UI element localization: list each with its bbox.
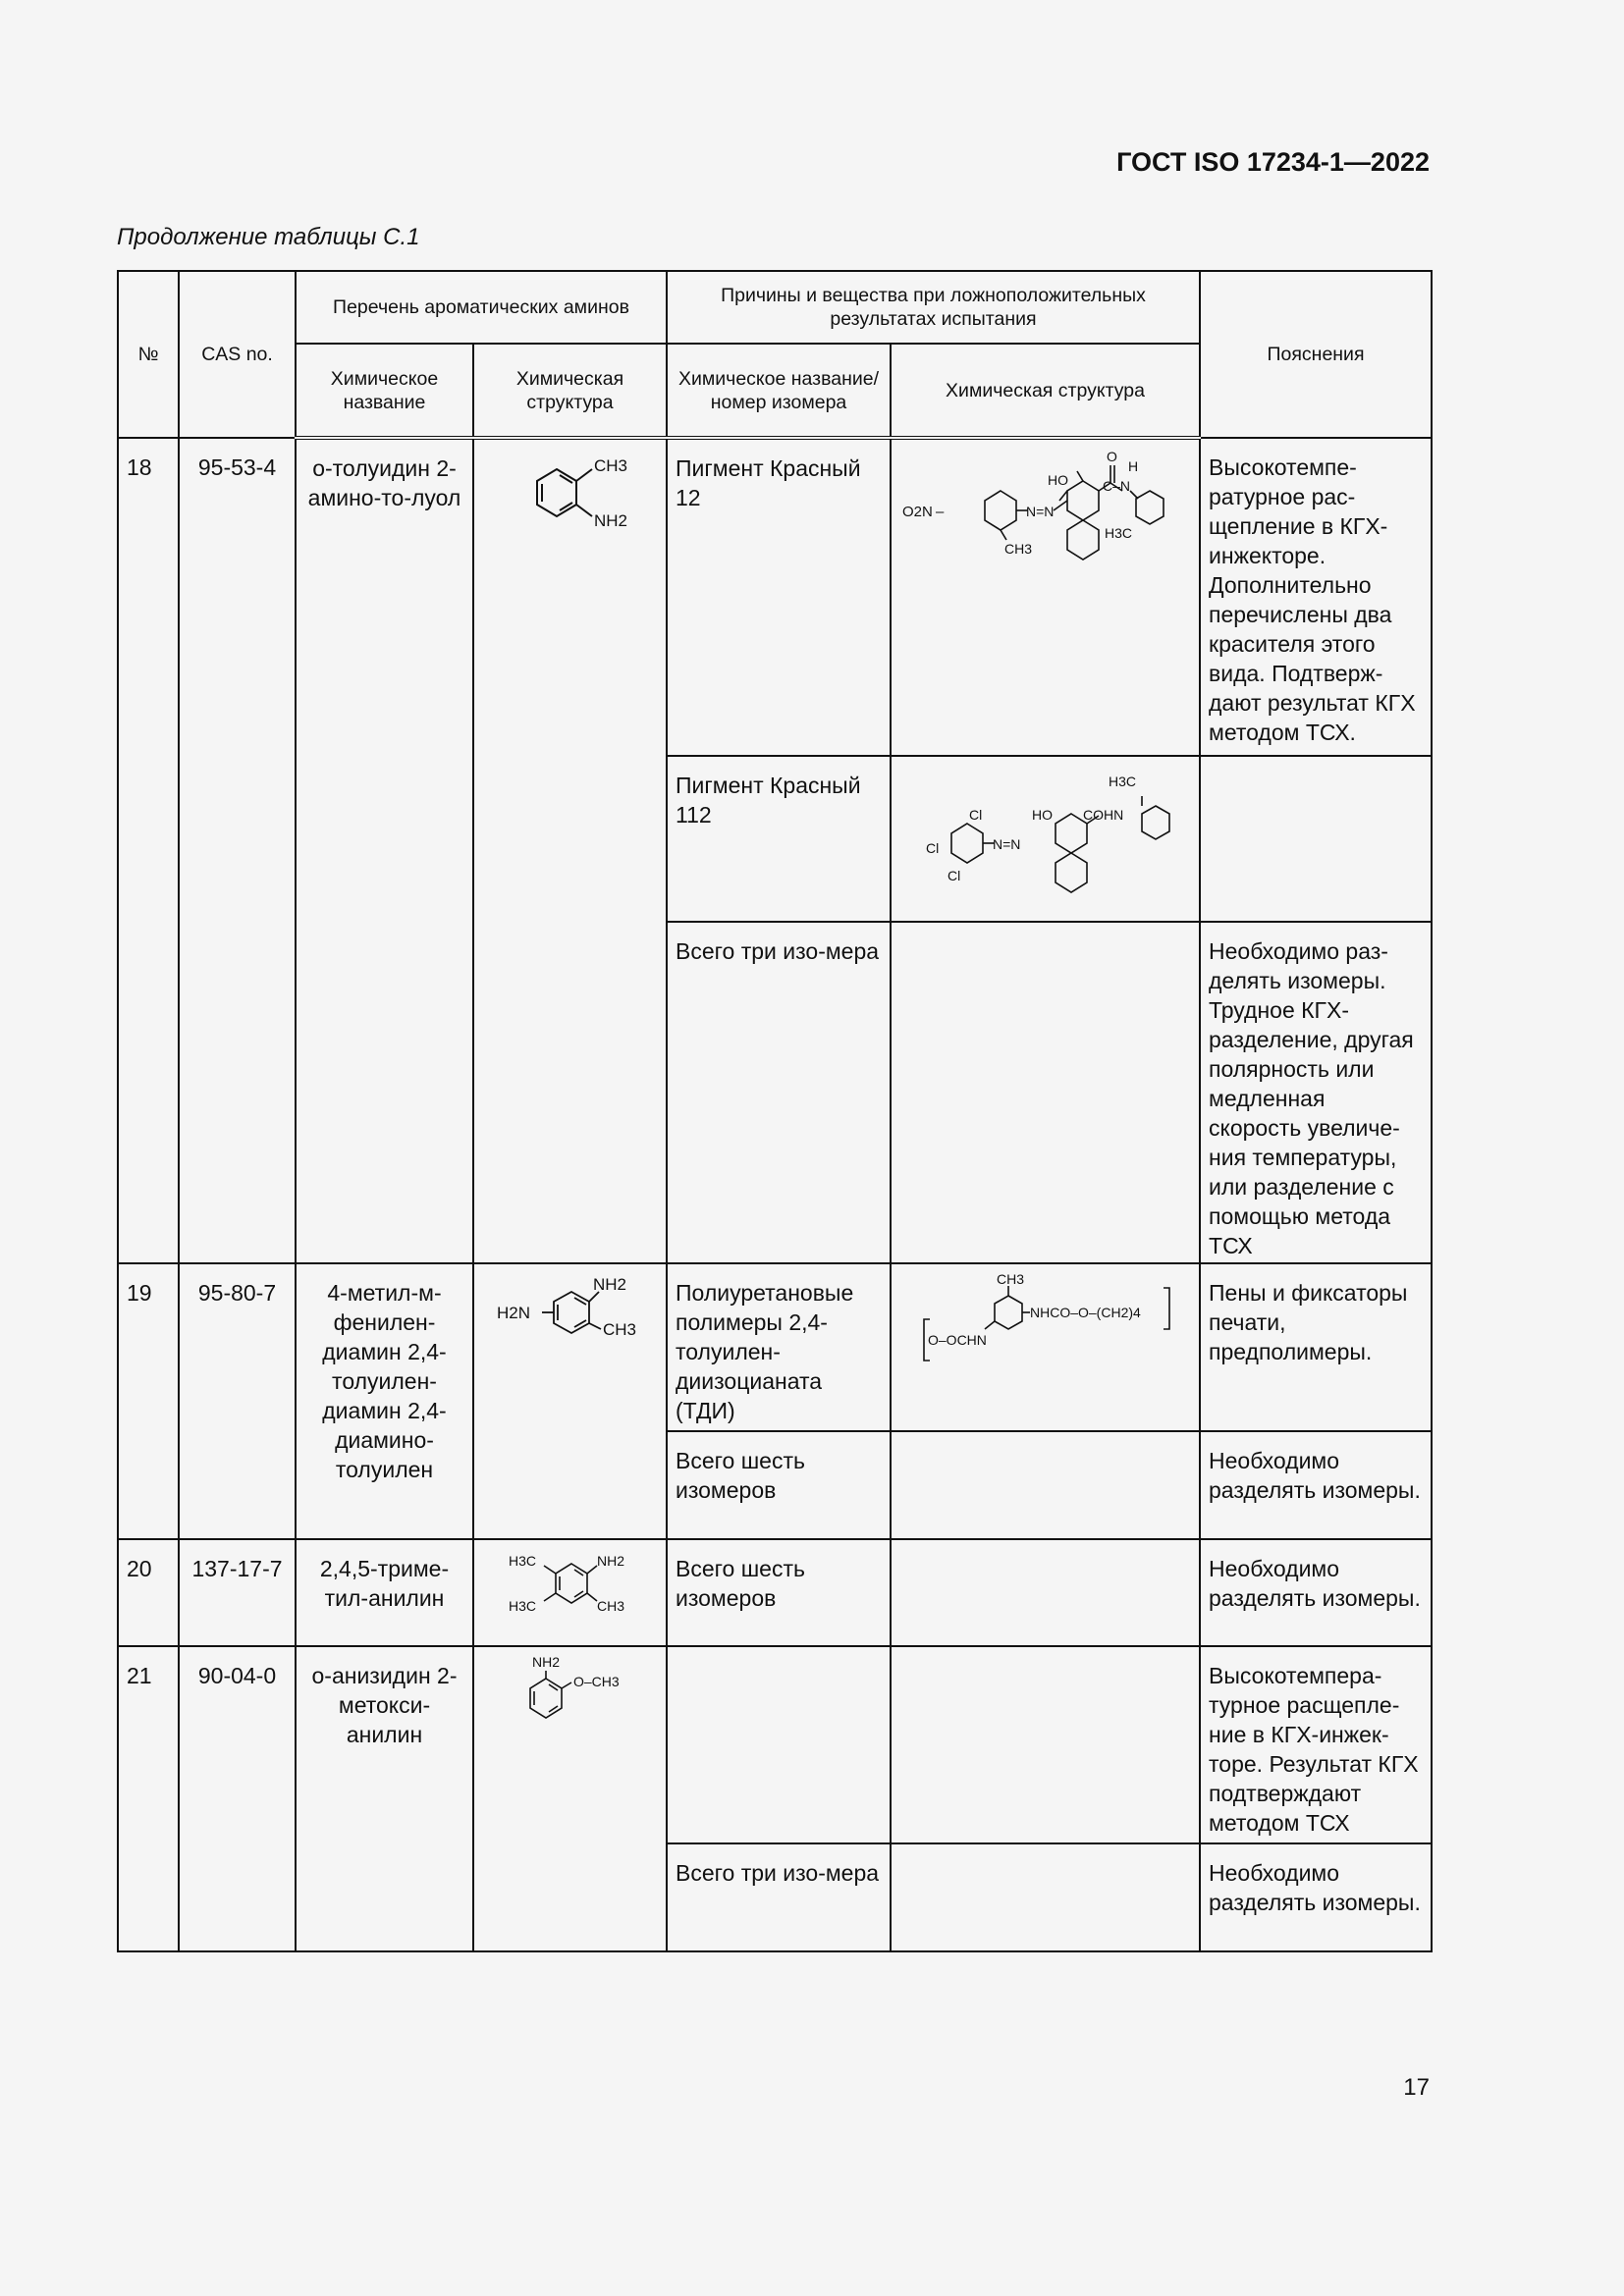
row-number: 21 (118, 1646, 179, 1951)
row-number: 20 (118, 1539, 179, 1646)
svg-text:CH3: CH3 (593, 456, 627, 475)
table-row (118, 1646, 1432, 1843)
explanation: Необходимо разделять изомеры. (1200, 1539, 1432, 1646)
false-positive-name: Всего три изо-мера (667, 922, 891, 1263)
header-cas: CAS no. (179, 271, 296, 438)
false-positive-name (667, 1646, 891, 1843)
pigment-red-12-structure (891, 438, 1200, 756)
table-row (118, 438, 1432, 756)
explanation: Необходимо раз-делять изомеры. Трудное КГХ-разделение, другая полярность или медленная скорость увеличе-ния температуры, или разделение с помощью метода ТСХ (1200, 922, 1432, 1263)
header-chem-structure: Химическая структура (473, 344, 667, 438)
false-positive-structure (891, 1843, 1200, 1951)
svg-text:O–OCHN: O–OCHN (927, 1332, 987, 1348)
svg-text:H3C: H3C (508, 1598, 536, 1614)
header-amines-group: Перечень ароматических аминов (296, 271, 667, 344)
cas-number: 90-04-0 (179, 1646, 296, 1951)
svg-text:H3C: H3C (1108, 774, 1136, 789)
header-false-structure: Химическая структура (891, 344, 1200, 438)
explanation: Пены и фиксаторы печати, предполимеры. (1200, 1263, 1432, 1431)
amines-table (117, 270, 1433, 1952)
table-row (118, 1539, 1432, 1646)
svg-text:N=N: N=N (992, 836, 1020, 852)
chemical-name: о-толуидин 2-амино-то-луол (296, 438, 473, 1263)
false-positive-name: Всего шесть изомеров (667, 1539, 891, 1646)
svg-text:–: – (935, 504, 944, 520)
row-number: 19 (118, 1263, 179, 1539)
polyurethane-structure (891, 1263, 1200, 1431)
svg-text:O2N: O2N (901, 504, 933, 520)
false-positive-name: Пигмент Красный 12 (667, 438, 891, 756)
table-row (118, 1263, 1432, 1431)
chemical-name: 2,4,5-тримe-тил-анилин (296, 1539, 473, 1646)
false-positive-structure (891, 1539, 1200, 1646)
svg-text:H3C: H3C (508, 1553, 536, 1569)
svg-text:CH3: CH3 (596, 1598, 624, 1614)
header-no: № (118, 271, 179, 438)
toluene-diamine-structure (473, 1263, 667, 1539)
svg-text:NH2: NH2 (596, 1553, 624, 1569)
explanation: Необходимо разделять изомеры. (1200, 1843, 1432, 1951)
svg-text:C–N: C–N (1102, 478, 1130, 494)
cas-number: 137-17-7 (179, 1539, 296, 1646)
svg-text:COHN: COHN (1082, 807, 1123, 823)
svg-text:Cl: Cl (968, 807, 982, 823)
cas-number: 95-53-4 (179, 438, 296, 1263)
false-positive-structure (891, 1431, 1200, 1539)
explanation: Необходимо разделять изомеры. (1200, 1431, 1432, 1539)
svg-text:Cl: Cl (947, 868, 960, 883)
page-number: 17 (1403, 2074, 1430, 2101)
svg-text:O: O (1106, 449, 1117, 464)
svg-text:N=N: N=N (1025, 504, 1054, 519)
trimethylaniline-structure (473, 1539, 667, 1646)
false-positive-name: Всего шесть изомеров (667, 1431, 891, 1539)
document-code: ГОСТ ISO 17234-1—2022 (1116, 147, 1430, 177)
false-positive-name: Пигмент Красный 112 (667, 756, 891, 922)
chemical-name: о-анизидин 2-метокси-анилин (296, 1646, 473, 1951)
header-chem-name: Химическое название (296, 344, 473, 438)
chemical-name: 4-метил-м-фенилен-диамин 2,4-толуилен-диамин 2,4-диамино-толуилен (296, 1263, 473, 1539)
svg-text:NH2: NH2 (531, 1654, 560, 1670)
o-toluidine-structure (473, 438, 667, 1263)
cas-number: 95-80-7 (179, 1263, 296, 1539)
table-caption: Продолжение таблицы С.1 (117, 224, 420, 250)
explanation: Высокотемпе-ратурное рас-щепление в КГХ-инжекторе. Дополнительно перечислены два красителя этого вида. Подтверж-дают результат КГХ методом ТСХ. (1200, 438, 1432, 756)
svg-text:H2N: H2N (496, 1304, 530, 1322)
o-anisidine-structure (473, 1646, 667, 1951)
svg-text:Cl: Cl (925, 840, 939, 856)
svg-text:CH3: CH3 (996, 1271, 1024, 1287)
svg-text:HO: HO (1047, 472, 1068, 488)
svg-text:NH2: NH2 (593, 511, 627, 530)
pigment-red-112-structure (891, 756, 1200, 922)
explanation (1200, 756, 1432, 922)
false-positive-name: Всего три изо-мера (667, 1843, 891, 1951)
false-positive-structure (891, 922, 1200, 1263)
false-positive-structure (891, 1646, 1200, 1843)
explanation: Высокотемпера-турное расщепле-ние в КГХ-инжек-торе. Результат КГХ подтверждают методом ТСХ (1200, 1646, 1432, 1843)
header-notes: Пояснения (1200, 271, 1432, 438)
svg-text:CH3: CH3 (1003, 541, 1032, 557)
svg-text:H3C: H3C (1104, 525, 1132, 541)
svg-text:O–CH3: O–CH3 (572, 1674, 620, 1689)
header-false-name: Химическое название/номер изомера (667, 344, 891, 438)
svg-text:H: H (1127, 458, 1138, 474)
svg-text:CH3: CH3 (602, 1320, 636, 1339)
row-number: 18 (118, 438, 179, 1263)
svg-text:NH2: NH2 (592, 1275, 626, 1294)
svg-text:HO: HO (1031, 807, 1053, 823)
header-false-positive-group: Причины и вещества при ложноположительных результатах испытания (667, 271, 1200, 344)
false-positive-name: Полиуретановые полимеры 2,4-толуилен-диизоцианата (ТДИ) (667, 1263, 891, 1431)
svg-text:NHCO–O–(CH2)4: NHCO–O–(CH2)4 (1029, 1305, 1141, 1320)
